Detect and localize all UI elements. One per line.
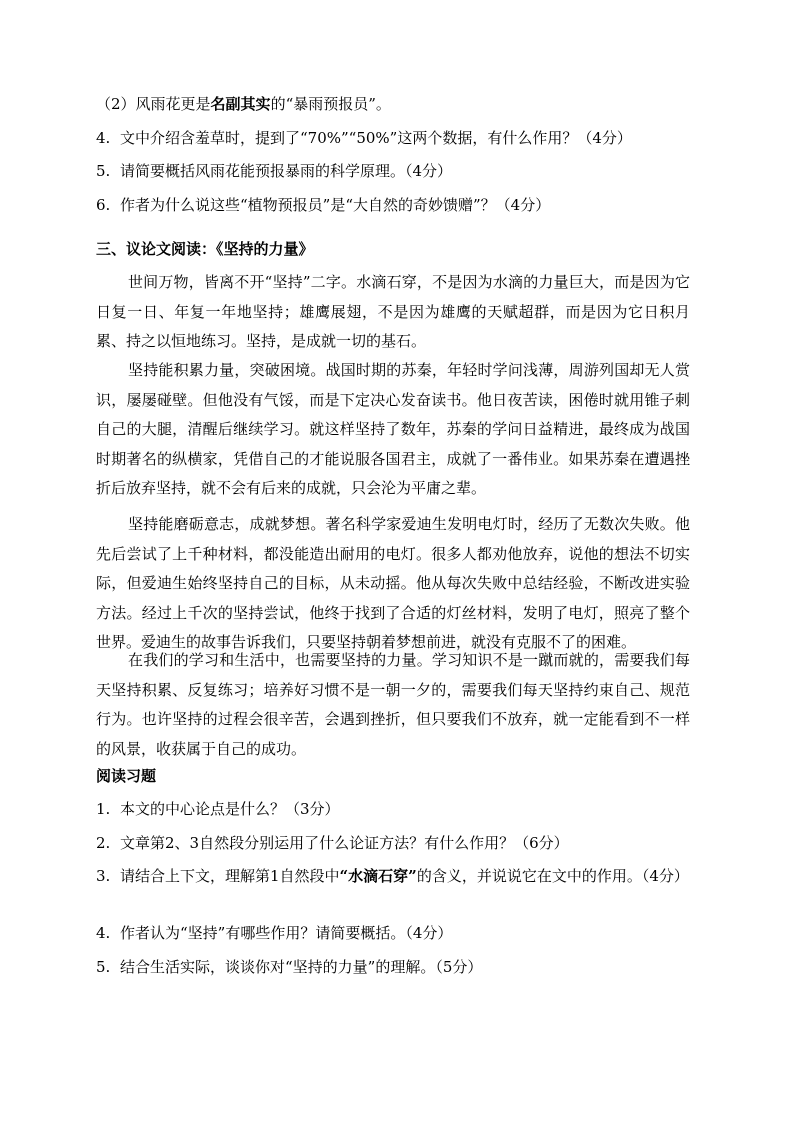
question-6-text: 作者为什么说这些“植物预报员”是“大自然的奇妙馈赠”？（4分） — [120, 196, 551, 214]
question-sub-2-text-b: 的“暴雨预报员”。 — [270, 95, 391, 113]
question-sub-2 — [96, 90, 701, 118]
question-4 — [96, 124, 701, 152]
exercises-heading: 阅读习题 — [96, 767, 157, 785]
essay-paragraph-4: 在我们的学习和生活中，也需要坚持的力量。学习知识不是一蹴而就的，需要我们每天坚持积累、反复练习；培养好习惯不是一朝一夕的，需要我们每天坚持约束自己、规范行为。也许坚持的过程会很辛苦，会遇到挫折，但只要我们不放弃，就一定能看到不一样的风景，收获属于自己的成功。 — [96, 651, 690, 758]
question-5 — [96, 157, 701, 185]
exercise-2-text: 文章第2、3自然段分别运用了什么论证方法？有什么作用？（6分） — [120, 834, 569, 852]
essay-paragraph-2: 坚持能积累力量，突破困境。战国时期的苏秦，年轻时学问浅薄，周游列国却无人赏识，屡屡碰壁。但他没有气馁，而是下定决心发奋读书。他日夜苦读，困倦时就用锥子刺自己的大腿，清醒后继续学习。就这样坚持了数年，苏秦的学问日益精进，最终成为战国时期著名的纵横家，凭借自己的才能说服各国君主，成就了一番伟业。如果苏秦在遭遇挫折后放弃坚持，就不会有后来的成就，只会沦为平庸之辈。 — [96, 361, 690, 497]
exercise-3-number: 3. — [96, 867, 111, 885]
question-4-text: 文中介绍含羞草时，提到了“70%”“50%”这两个数据，有什么作用？（4分） — [120, 129, 632, 147]
exercise-3-text-b: 的含义，并说说它在文中的作用。（4分） — [416, 867, 689, 885]
essay-paragraph-3: 坚持能磨砺意志，成就梦想。著名科学家爱迪生发明电灯时，经历了无数次失败。他先后尝试了上千种材料，都没能造出耐用的电灯。很多人都劝他放弃，说他的想法不切实际，但爱迪生始终坚持自己的目标，从未动摇。他从每次失败中总结经验，不断改进实验方法。经过上千次的坚持尝试，他终于找到了合适的灯丝材料，发明了电灯，照亮了整个世界。爱迪生的故事告诉我们，只要坚持朝着梦想前进，就没有克服不了的困难。 — [96, 515, 690, 651]
question-5-number: 5. — [96, 162, 111, 180]
question-6 — [96, 191, 701, 219]
exercise-3-text-a: 请结合上下文，理解第1自然段中 — [120, 867, 340, 885]
exercise-5 — [96, 953, 701, 981]
exercise-5-number: 5. — [96, 958, 111, 976]
exercise-3-bold: “水滴石穿” — [339, 867, 417, 885]
question-sub-2-bold: 名副其实 — [210, 95, 271, 113]
exercise-1-number: 1. — [96, 800, 111, 818]
exercise-1-text: 本文的中心论点是什么？（3分） — [120, 800, 340, 818]
question-4-number: 4. — [96, 129, 111, 147]
essay-paragraph-1: 世间万物，皆离不开“坚持”二字。水滴石穿，不是因为水滴的力量巨大，而是因为它日复一日、年复一年地坚持；雄鹰展翅，不是因为雄鹰的天赋超群，而是因为它日积月累、持之以恒地练习。坚持，是成就一切的基石。 — [96, 273, 690, 350]
question-sub-2-text-a: （2）风雨花更是 — [96, 95, 211, 113]
exercise-2-number: 2. — [96, 834, 111, 852]
exercise-2 — [96, 829, 701, 857]
exercise-4 — [96, 919, 701, 947]
question-6-number: 6. — [96, 196, 111, 214]
question-5-text: 请简要概括风雨花能预报暴雨的科学原理。（4分） — [120, 162, 453, 180]
exercise-3 — [96, 862, 696, 890]
exercise-3-text — [120, 862, 696, 890]
exercise-4-text: 作者认为“坚持”有哪些作用？请简要概括。（4分） — [120, 924, 453, 942]
exercise-4-number: 4. — [96, 924, 111, 942]
section-heading: 三、议论文阅读：《坚持的力量》 — [96, 240, 314, 258]
exercise-1 — [96, 795, 701, 823]
exercise-5-text: 结合生活实际，谈谈你对“坚持的力量”的理解。（5分） — [120, 958, 483, 976]
